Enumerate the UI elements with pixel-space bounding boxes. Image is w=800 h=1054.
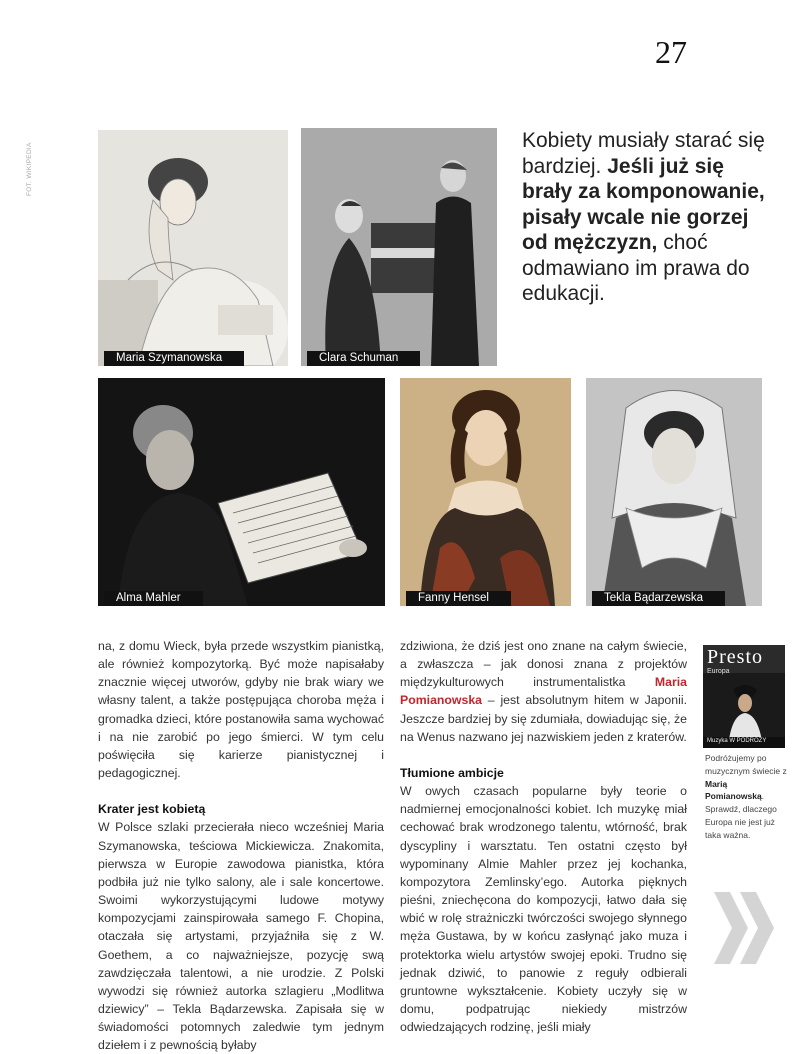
side-note-name: Marią Pomianowską — [705, 778, 762, 802]
portrait-hensel-image — [400, 378, 571, 606]
caption-fanny-hensel: Fanny Hensel — [406, 591, 511, 606]
magazine-subtitle: Europa — [707, 668, 730, 675]
magazine-title: Presto — [707, 646, 763, 668]
caption-maria-szymanowska: Maria Szymanowska — [104, 351, 244, 366]
portrait-badarzewska-image — [586, 378, 762, 606]
photo-credit-text: FOT. WIKIPEDIA — [26, 142, 33, 196]
photo-tekla-badarzewska — [586, 378, 762, 606]
photo-maria-szymanowska — [98, 130, 288, 366]
portrait-szymanowska-image — [98, 130, 288, 366]
magazine-cover[interactable] — [703, 645, 785, 748]
column-right-intro — [400, 637, 687, 746]
side-note-after: . Sprawdź, dlaczego Europa nie jest już taka ważna. — [705, 791, 777, 840]
side-note — [705, 752, 787, 842]
article-column-left — [98, 637, 384, 1054]
photo-credit — [24, 128, 38, 198]
next-page-arrows-icon[interactable] — [712, 888, 778, 968]
portrait-schuman-image — [301, 128, 497, 366]
photo-clara-schuman — [301, 128, 497, 366]
column-left-intro: na, z domu Wieck, była przede wszystkim pianistką, ale również kompozytorką. Być może napisałaby znacznie więcej utworów, gdyby nie brak wiary we własny talent, a także postępująca choroba męża i gromadka dzieci, które postanowiła sama wychować i na nie zarobić po jego śmierci. W tym celu poświęciła się karierze pianistycznej i pedagogicznej. — [98, 639, 384, 781]
photo-alma-mahler — [98, 378, 385, 606]
pullquote-bold: Jeśli już się brały za komponowanie, pisały wcale nie gorzej od mężczyzn, — [522, 154, 765, 254]
column-right-body: W owych czasach popularne były teorie o nadmiernej emocjonalności kobiet. Ich muzykę miał cechować brak wrodzonego talentu, wtórność, brak dyscypliny i warsztatu. Ten ostatni często był wypominany Almie Mahler przez jej kochanka, kompozytora Zemlinsky’ego. Autorka pięknych pieśni, zniechęcona do kompozycji, łatwo dała się wbić w rolę strażniczki twórczości swojego słynnego męża Gustawa, by w końcu zasłynąć jako muza i protektorka wielu artystów swojej epoki. Trudno się jednak dziwić, to panowie z reguły odbierali gruntowne wykształcenie. Kobiety uczyły się w domu, podpatrując niekiedy mistrzów odwiedzających rodzinę, jeśli miały — [400, 784, 687, 1035]
column-left-body: W Polsce szlaki przecierała nieco wcześniej Maria Szymanowska, teściowa Mickiewicza. Znakomita, pierwsza w Europie zawodowa pianistka, która podbiła już nie tylko salony, ale i sale koncertowe. Swoimi wykorzystującymi ludowe motywy kompozycjami zainspirowała samego F. Chopina, otaczała się artystami, przyjaźniła się z W. Goethem, a co najważniejsze, pozycję swą zawdzięczała talentowi, a nie urodzie. Z Polski wywodzi się również autorka szlagieru „Modlitwa dziewicy” – Tekla Bądarzewska. Zapisała się w świadomości potomnych zaledwie tym jednym dziełem i z pewnością byłaby — [98, 820, 384, 1053]
photo-fanny-hensel — [400, 378, 571, 606]
pullquote-tail: choć odmawiano im prawa do edukacji. — [522, 231, 750, 305]
side-note-before: Podróżujemy po muzycznym świecie z — [705, 753, 787, 776]
article-column-right — [400, 637, 687, 1036]
magazine-footer: Muzyka W PODRÓŻY — [707, 738, 767, 744]
pullquote — [522, 128, 772, 307]
caption-clara-schuman: Clara Schuman — [307, 351, 420, 366]
portrait-mahler-image — [98, 378, 385, 606]
caption-alma-mahler: Alma Mahler — [104, 591, 203, 606]
caption-tekla-badarzewska: Tekla Bądarzewska — [592, 591, 725, 606]
heading-tlumione-ambicje: Tłumione ambicje — [400, 765, 504, 780]
pullquote-lead: Kobiety musiały starać się bardziej. — [522, 129, 765, 178]
column-right-intro-before: zdziwiona, że dziś jest ono znane na całym świecie, a zwłaszcza – jak donosi znana z projektów międzykulturowych instrumentalistka — [400, 639, 687, 690]
column-right-intro-after: – jest absolutnym hitem w Japonii. Jeszcze bardziej by się zdumiała, dowiadując się, że na Wenus nazwano jej nazwiskiem jeden z kraterów. — [400, 693, 687, 744]
highlight-maria-pomianowska[interactable]: Maria Pomianowska — [400, 675, 687, 708]
page-number: 27 — [655, 34, 687, 70]
heading-krater: Krater jest kobietą — [98, 802, 206, 817]
